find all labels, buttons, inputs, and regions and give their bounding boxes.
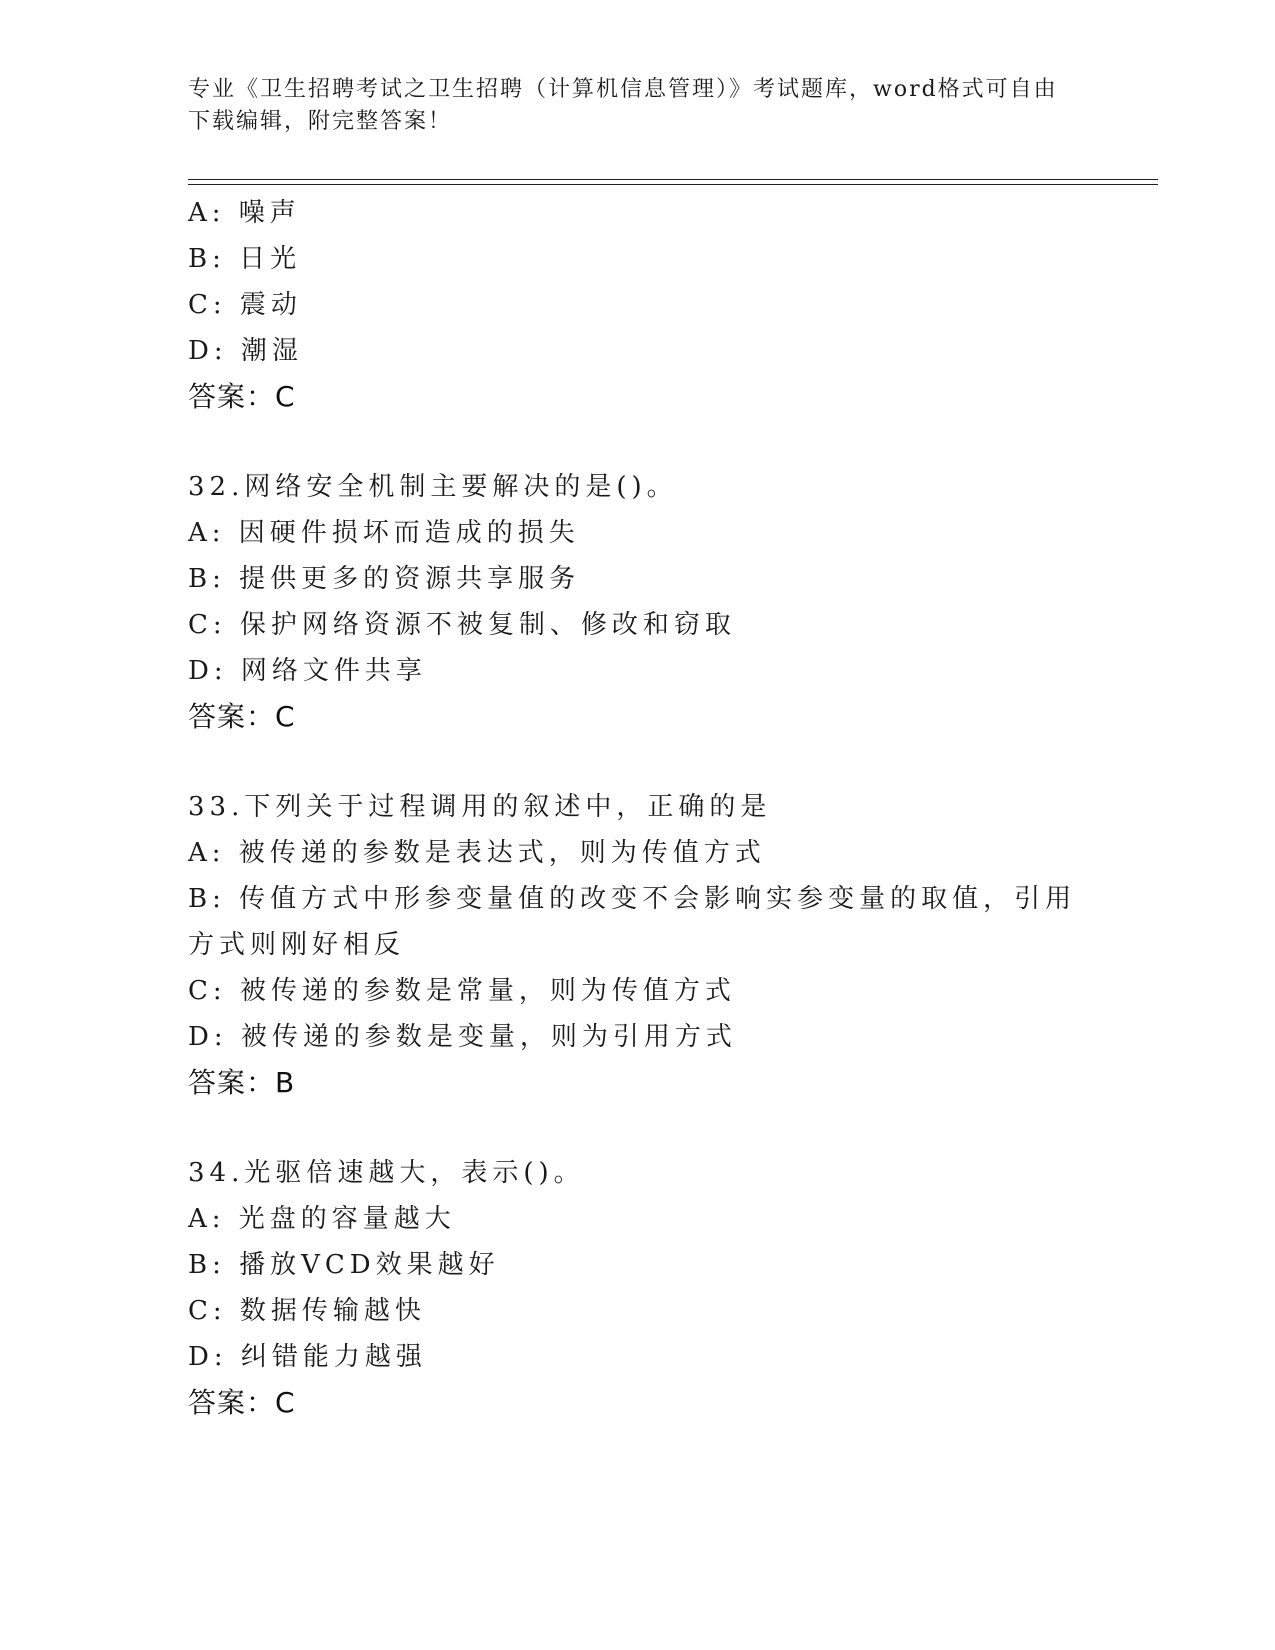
option-d: D: 潮湿: [188, 336, 303, 366]
question-stem: 34.光驱倍速越大，表示()。: [188, 1158, 585, 1188]
question-stem: 32.网络安全机制主要解决的是()。: [188, 472, 678, 502]
question-block-32: [188, 464, 1088, 740]
spacer: [188, 740, 1088, 784]
answer: 答案：C: [188, 700, 296, 733]
option-a: A: 噪声: [188, 198, 301, 228]
header-rule-bottom: [188, 184, 1158, 185]
question-list: [188, 190, 1088, 1426]
answer: 答案：C: [188, 1386, 296, 1419]
option-c: C: 保护网络资源不被复制、修改和窃取: [188, 610, 736, 640]
option-d: D: 纠错能力越强: [188, 1342, 427, 1372]
option-d: D: 被传递的参数是变量，则为引用方式: [188, 1022, 737, 1052]
question-block-33: [188, 784, 1088, 1106]
option-c: C: 数据传输越快: [188, 1296, 426, 1326]
option-a: A: 光盘的容量越大: [188, 1204, 456, 1234]
question-stem: 33.下列关于过程调用的叙述中，正确的是: [188, 792, 772, 822]
spacer: [188, 1106, 1088, 1150]
answer: 答案：C: [188, 380, 296, 413]
option-b: B: 播放VCD效果越好: [188, 1250, 500, 1280]
option-a: A: 因硬件损坏而造成的损失: [188, 518, 580, 548]
option-c: C: 被传递的参数是常量，则为传值方式: [188, 976, 736, 1006]
option-b: B: 日光: [188, 244, 302, 274]
option-d: D: 网络文件共享: [188, 656, 427, 686]
question-block-34: [188, 1150, 1088, 1426]
option-a: A: 被传递的参数是表达式，则为传值方式: [188, 838, 766, 868]
spacer: [188, 420, 1088, 464]
question-block-prev: [188, 190, 1088, 420]
option-c: C: 震动: [188, 290, 302, 320]
answer: 答案：B: [188, 1066, 296, 1099]
header-rule-top: [188, 179, 1158, 180]
document-header: 专业《卫生招聘考试之卫生招聘（计算机信息管理）》考试题库，word格式可自由下载编辑，附完整答案！: [188, 77, 1058, 134]
option-b: B: 提供更多的资源共享服务: [188, 564, 581, 594]
option-b: B: 传值方式中形参变量值的改变不会影响实参变量的取值，引用方式则刚好相反: [188, 884, 1077, 960]
